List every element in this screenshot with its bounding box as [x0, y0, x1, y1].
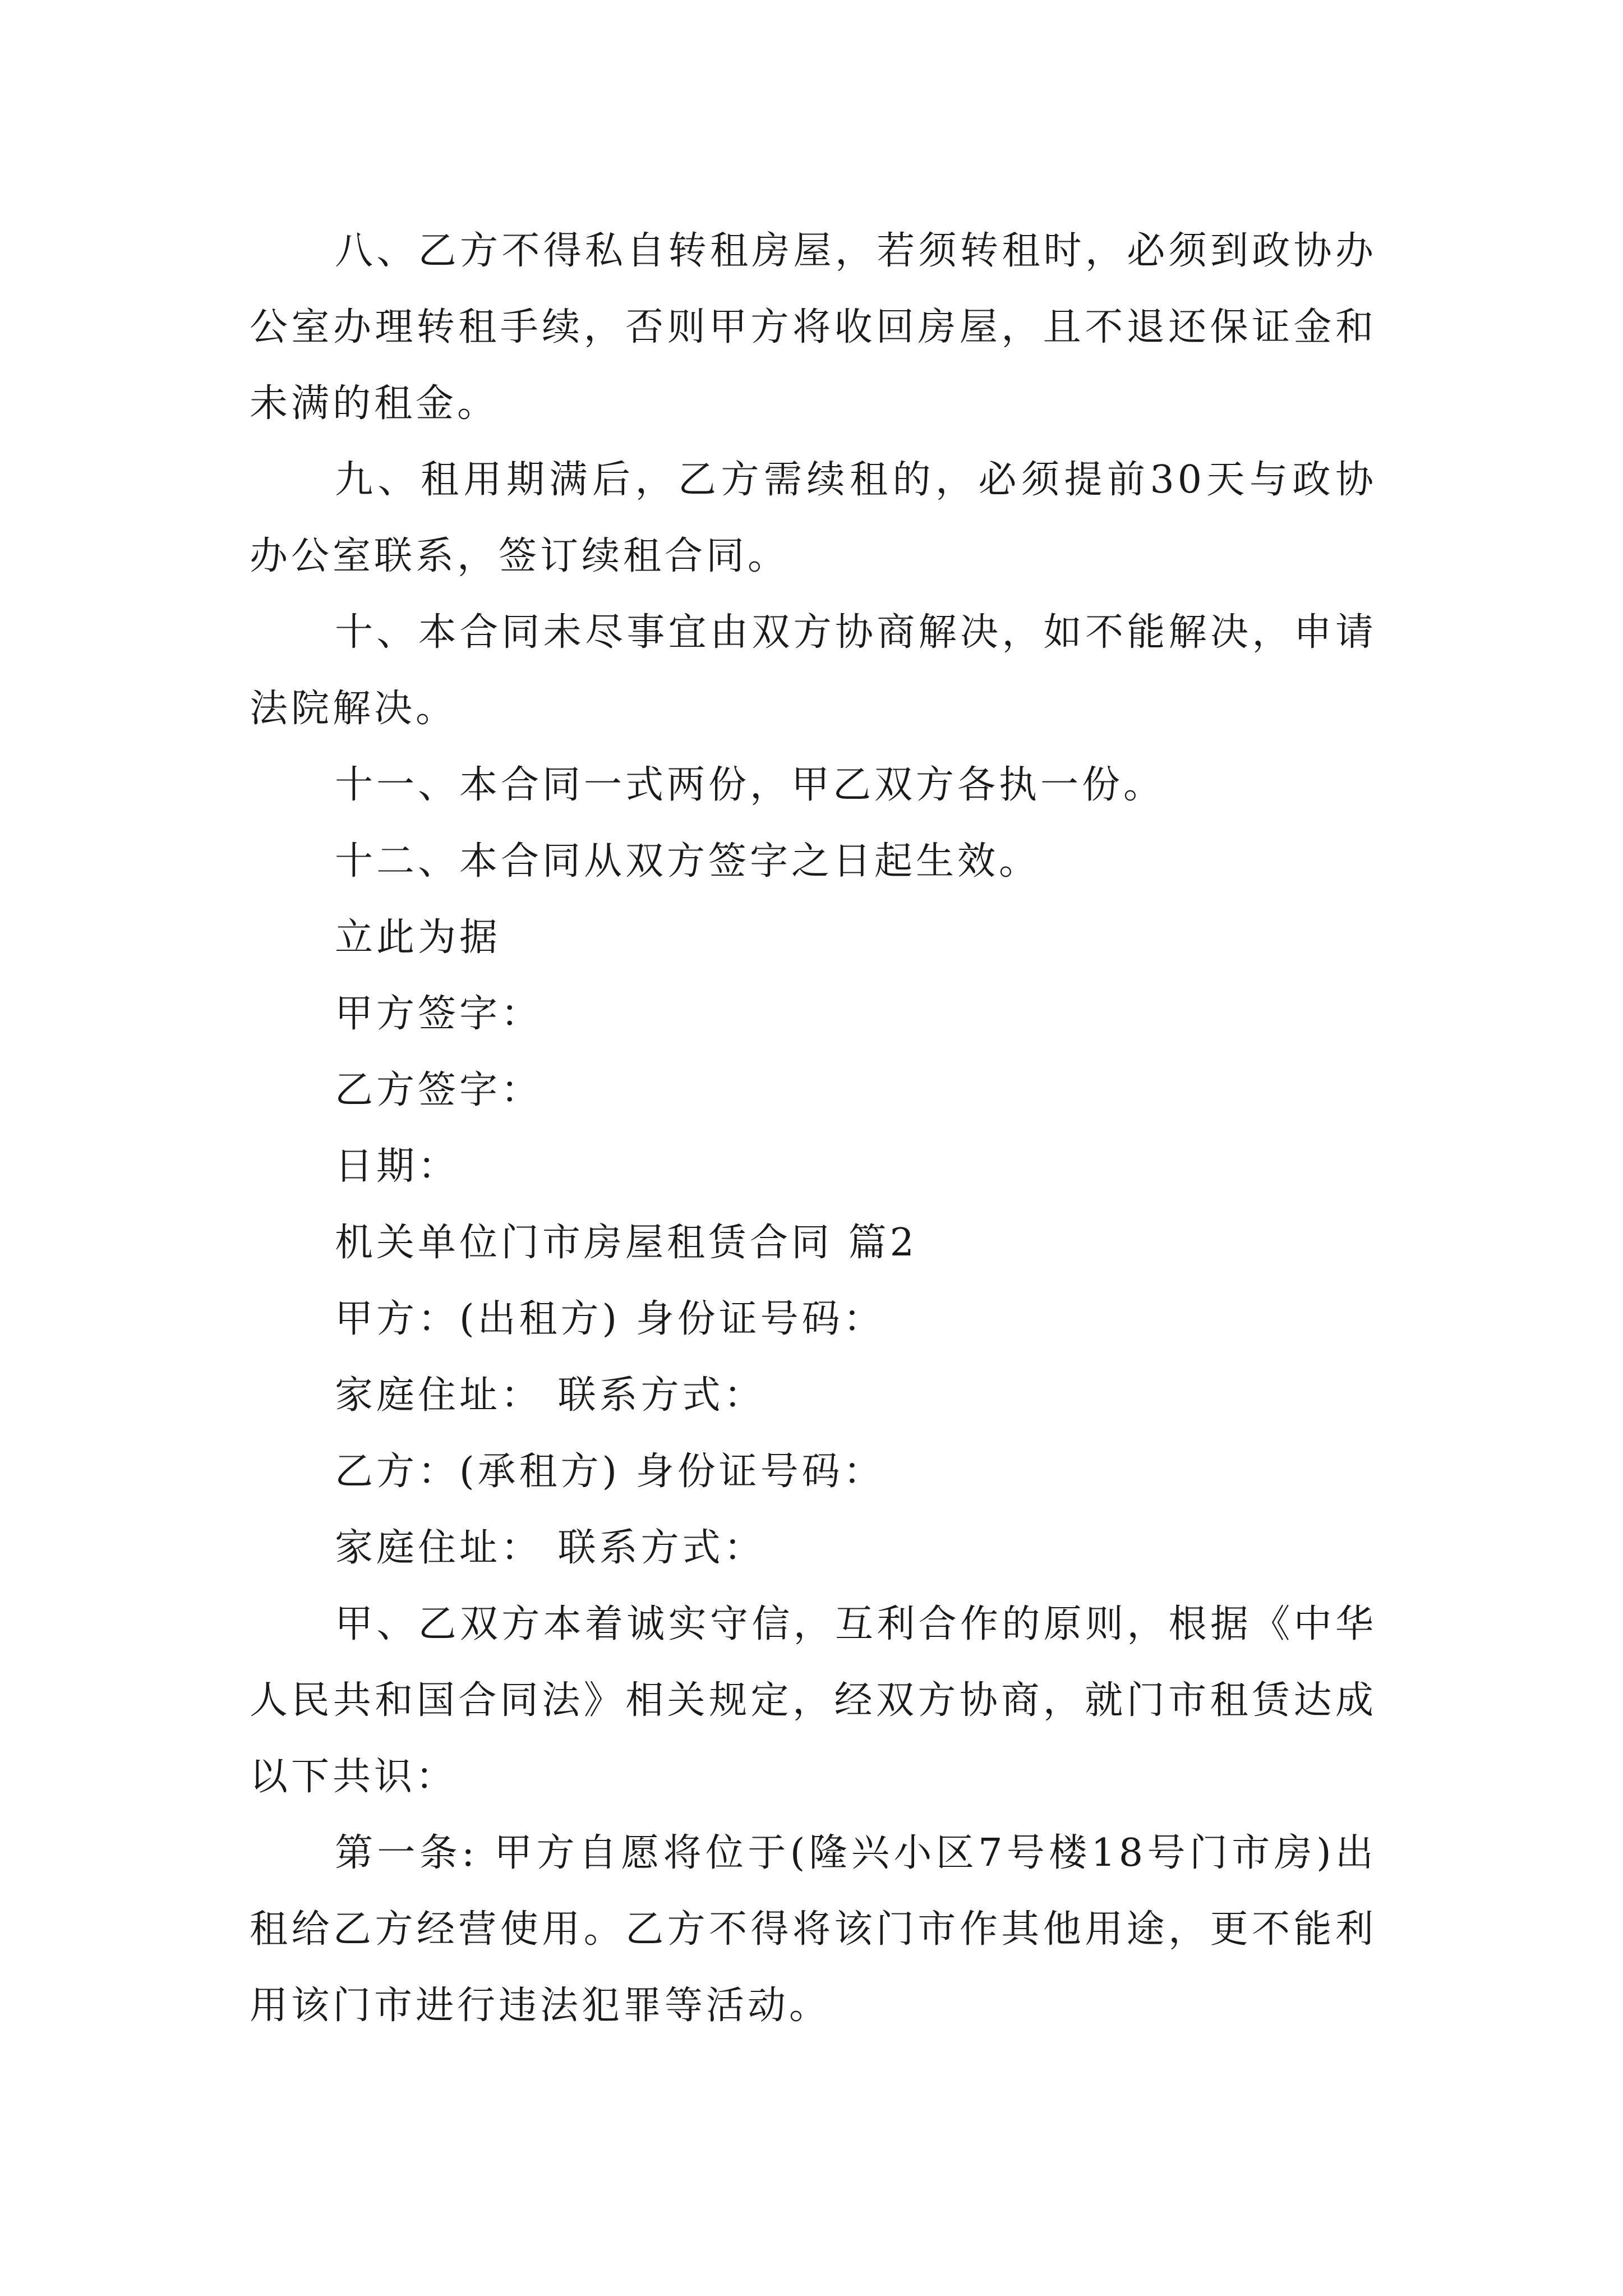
section-heading: 机关单位门市房屋租赁合同 篇2	[335, 1221, 917, 1265]
clause-9-paragraph: 九、租用期满后，乙方需续租的，必须提前30天与政协办公室联系，签订续租合同。	[250, 458, 1377, 578]
party-b-id-line: 乙方：(承租方) 身份证号码：	[335, 1450, 885, 1494]
party-b-signature-line: 乙方签字：	[335, 1068, 543, 1112]
party-a-address-line: 家庭住址： 联系方式：	[335, 1373, 766, 1418]
clause-11-paragraph: 十一、本合同一式两份，甲乙双方各执一份。	[335, 763, 1165, 807]
clause-12-paragraph: 十二、本合同从双方签字之日起生效。	[335, 839, 1041, 884]
clause-8-paragraph: 八、乙方不得私自转租房屋，若须转租时，必须到政协办公室办理转租手续，否则甲方将收回房屋，且不退还保证金和未满的租金。	[250, 229, 1377, 426]
attestation-line: 立此为据	[335, 915, 501, 960]
party-b-address-line: 家庭住址： 联系方式：	[335, 1526, 766, 1570]
clause-10-paragraph: 十、本合同未尽事宜由双方协商解决，如不能解决，申请法院解决。	[250, 610, 1377, 731]
party-a-signature-line: 甲方签字：	[335, 992, 543, 1036]
date-line: 日期：	[335, 1144, 460, 1189]
party-a-id-line: 甲方：(出租方) 身份证号码：	[335, 1297, 885, 1341]
article-1-paragraph: 第一条: 甲方自愿将位于(隆兴小区7号楼18号门市房)出租给乙方经营使用。乙方不得将该门市作其他用途，更不能利用该门市进行违法犯罪等活动。	[250, 1831, 1377, 2028]
preamble-paragraph: 甲、乙双方本着诚实守信，互利合作的原则，根据《中华人民共和国合同法》相关规定，经双方协商，就门市租赁达成以下共识：	[250, 1602, 1377, 1799]
document-body	[250, 213, 1377, 2044]
